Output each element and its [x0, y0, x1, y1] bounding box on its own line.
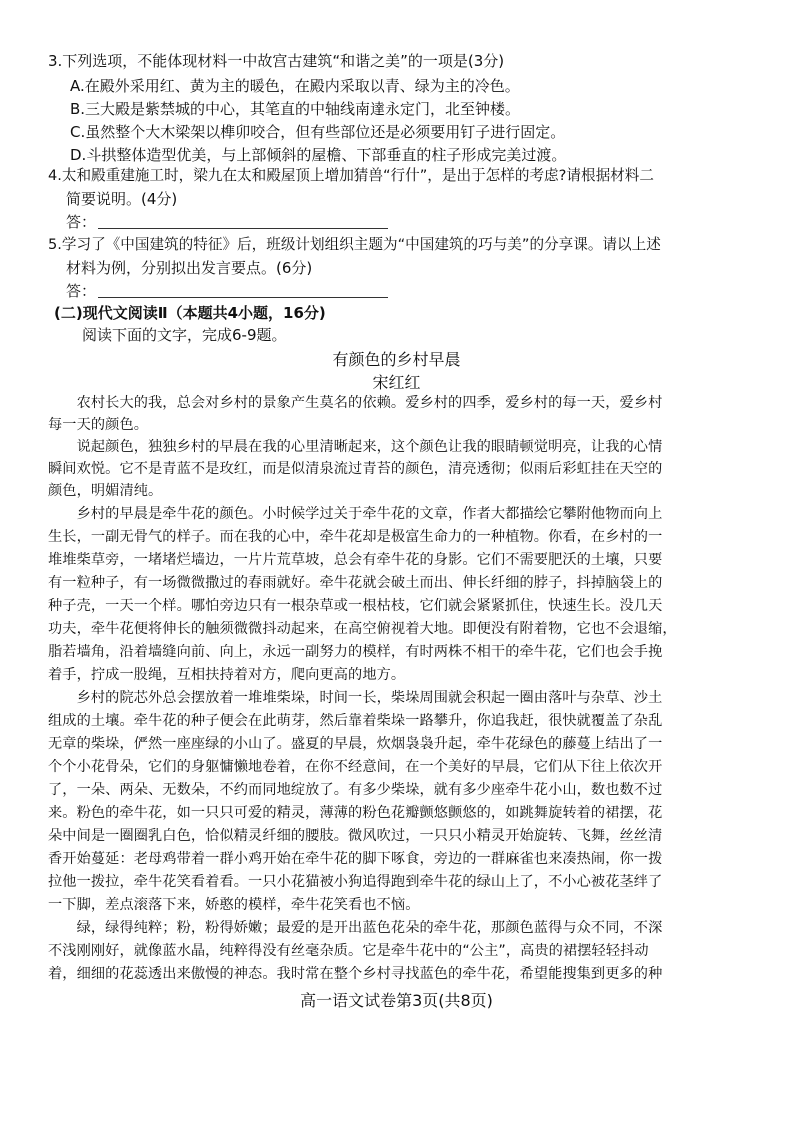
q5-answer	[66, 280, 388, 302]
q3-option-b: B.三大殿是紫禁城的中心，其笔直的中轴线南達永定门，北至钟楼。	[70, 100, 521, 118]
article-line: 香开始蔓延：老母鸡带着一群小鸡开始在牵牛花的脚下啄食，旁边的一群麻雀也来凑热闹，你一拨	[48, 851, 663, 867]
page-footer: 高一语文试卷第3页(共8页)	[300, 991, 493, 1010]
article-line: 种子壳，一天一个样。哪怕旁边只有一根杂草或一根枯枝，它们就会紧紧抓住，快速生长。没几天	[48, 598, 663, 614]
article-line: 来。粉色的牵牛花，如一只只可爱的精灵，薄薄的粉色花瓣颤悠颤悠的，如跳舞旋转着的裙摆，花	[48, 805, 663, 821]
article-line: 拉他一拨拉，牵牛花笑看着看。一只小花猫被小狗追得跑到牵牛花的绿山上了，不小心被花茎绊了	[48, 874, 663, 890]
article-line: 着手，拧成一股绳，互相扶持着对方，爬向更高的地方。	[48, 667, 406, 683]
article-line: 农村长大的我，总会对乡村的景象产生莫名的依赖。爱乡村的四季，爱乡村的每一天，爱乡村	[48, 395, 663, 411]
article-line: 堆堆柴草旁，一堵堵烂墙边，一片片荒草坡，总会有牵牛花的身影。它们不需要肥沃的土壤，只要	[48, 552, 663, 568]
q5-line1: 5.学习了《中国建筑的特征》后，班级计划组织主题为“中国建筑的巧与美”的分享课。请以上述	[48, 236, 661, 253]
section-heading: (二)现代文阅读Ⅱ（本题共4小题，16分)	[54, 304, 326, 322]
article-author: 宋红红	[372, 373, 421, 392]
article-line: 颜色，明媚清纯。	[48, 483, 163, 499]
article-line: 无章的柴垛，俨然一座座绿的小山了。盛夏的早晨，炊烟袅袅升起，牵牛花绿色的藤蔓上结出了一	[48, 736, 663, 752]
article-line: 瞬间欢悦。它不是青蓝不是玫红，而是似清泉流过青苔的颜色，清亮透彻；似雨后彩虹挂在天空的	[48, 461, 663, 477]
section-instruction: 阅读下面的文字，完成6-9题。	[82, 326, 287, 344]
article-line: 一下脚，差点滚落下来，娇憨的模样，牵牛花笑看也不恼。	[48, 897, 420, 913]
article-line: 生长，一副无骨气的样子。而在我的心中，牵牛花却是极富生命力的一种植物。你看，在乡村的一	[48, 529, 663, 545]
article-line: 脂若墙角，沿着墙缝向前、向上，永远一副努力的模样，有时两株不相干的牵牛花，它们也会手挽	[48, 644, 663, 660]
q4-line2: 简要说明。(4分)	[66, 190, 178, 208]
article-line: 个个小花骨朵，它们的身躯慵懒地卷着，在你不经意间，在一个美好的早晨，它们从下往上依次开	[48, 759, 663, 775]
q4-answer-label: 答：	[66, 213, 97, 231]
article-line: 了，一朵、两朵、无数朵，不约而同地绽放了。有多少柴垛，就有多少座牵牛花小山，数也数不过	[48, 782, 663, 798]
q5-line2: 材料为例，分别拟出发言要点。(6分)	[66, 259, 313, 277]
q3-option-a: A.在殿外采用红、黄为主的暖色，在殿内采取以青、绿为主的冷色。	[70, 77, 520, 95]
article-line: 乡村的早晨是牵牛花的颜色。小时候学过关于牵牛花的文章，作者大都描绘它攀附他物而向上	[48, 506, 663, 522]
q4-answer-blank[interactable]	[98, 212, 388, 229]
article-line: 不浅刚刚好，就像蓝水晶，纯粹得没有丝毫杂质。它是牵牛花中的“公主”，高贵的裙摆轻轻抖动	[48, 943, 649, 959]
q5-answer-label: 答：	[66, 282, 97, 300]
article-line: 说起颜色，独独乡村的早晨在我的心里清晰起来，这个颜色让我的眼睛顿觉明亮，让我的心情	[48, 439, 663, 455]
article-line: 每一天的颜色。	[48, 417, 149, 433]
article-line: 朵中间是一圈圈乳白色，恰似精灵纤细的腰肢。微风吹过，一只只小精灵开始旋转、飞舞，丝丝清	[48, 828, 663, 844]
article-line: 功夫，牵牛花便将伸长的触须微微抖动起来，在高空俯视着大地。即便没有附着物，它也不会退缩，	[48, 621, 677, 637]
article-title: 有颜色的乡村早晨	[332, 350, 461, 369]
q3-stem: 3.下列选项，不能体现材料一中故宫古建筑“和谐之美”的一项是(3分)	[48, 52, 505, 70]
article-line: 乡村的院芯外总会摆放着一堆堆柴垛，时间一长，柴垛周围就会积起一圈由落叶与杂草、沙土	[48, 690, 663, 706]
q3-option-c: C.虽然整个大木梁架以榫卯咬合，但有些部位还是必须要用钉子进行固定。	[70, 123, 566, 141]
q4-line1: 4.太和殿重建施工时，梁九在太和殿屋顶上增加猜兽“行什”，是出于怎样的考虑?请根据材料二	[48, 167, 654, 184]
q4-answer	[66, 211, 388, 233]
article-line: 有一粒种子，有一场微微撒过的春雨就好。牵牛花就会破土而出、伸长纤细的脖子，抖掉脑袋上的	[48, 575, 663, 591]
article-line: 着，细细的花蕊透出来傲慢的神态。我时常在整个乡村寻找蓝色的牵牛花，希望能搜集到更多的种	[48, 966, 663, 982]
q3-option-d: D.斗拱整体造型优美，与上部倾斜的屋檐、下部垂直的柱子形成完美过渡。	[70, 146, 567, 164]
article-line: 组成的土壤。牵牛花的种子便会在此萌芽，然后靠着柴垛一路攀升，你追我赶，很快就覆盖了杂乱	[48, 713, 663, 729]
article-line: 绿，绿得纯粹；粉，粉得娇嫩；最爱的是开出蓝色花朵的牵牛花，那颜色蓝得与众不同，不深	[48, 920, 663, 936]
q5-answer-blank[interactable]	[98, 281, 388, 298]
